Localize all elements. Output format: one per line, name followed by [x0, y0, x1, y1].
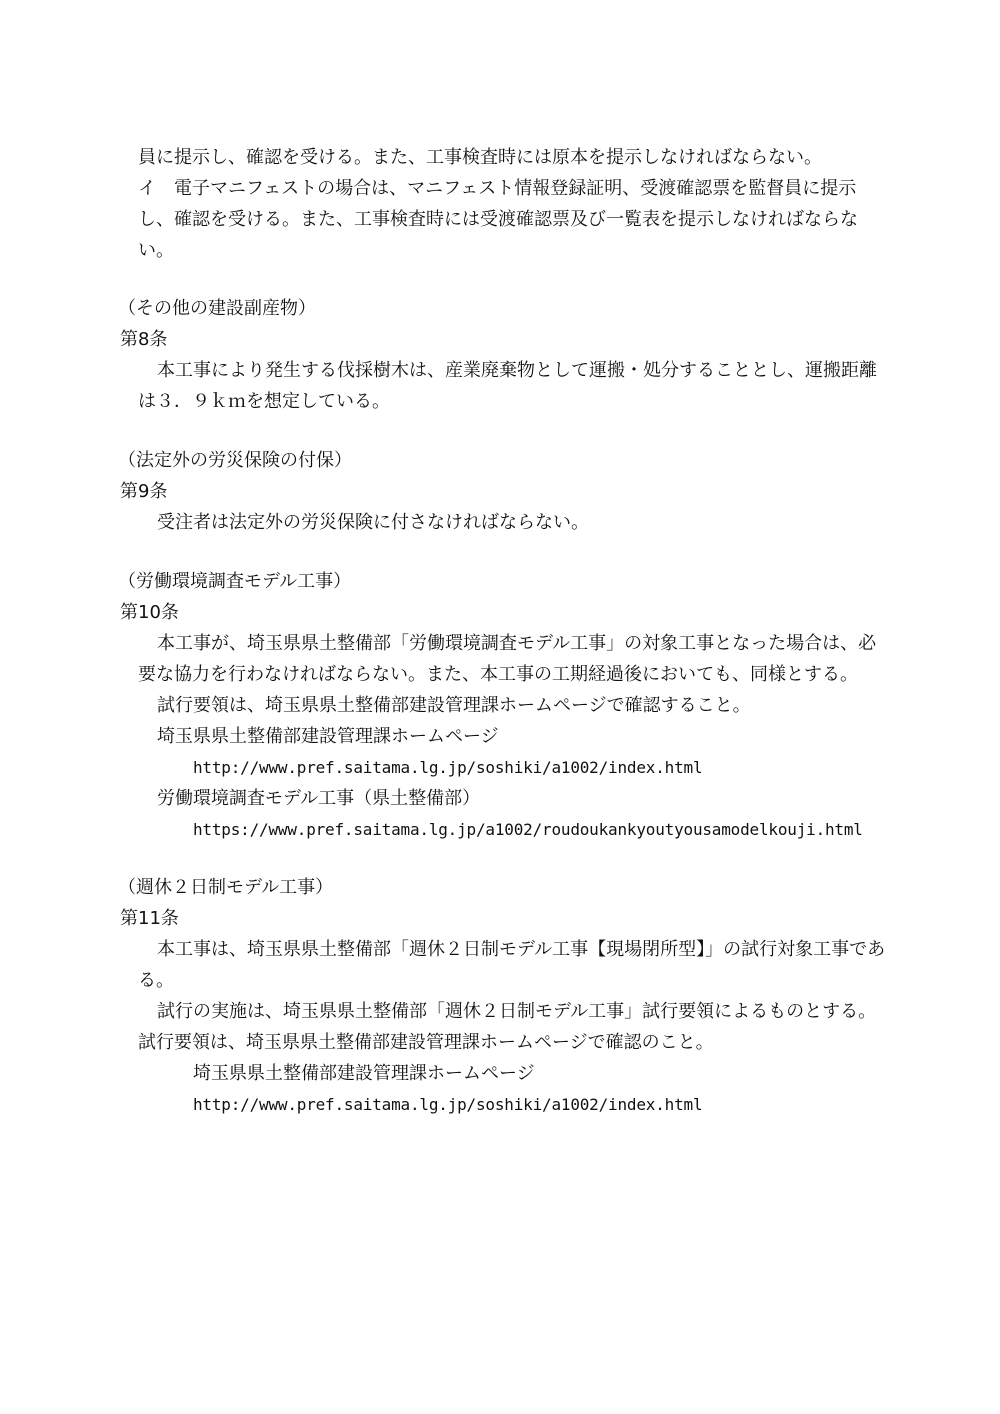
article-10-text: 要な協力を行わなければならない。また、本工事の工期経過後においても、同様とする。 [138, 664, 858, 685]
article-9-number: 第9条 [120, 481, 168, 502]
article-9-text: 受注者は法定外の労災保険に付さなければならない。 [157, 512, 589, 533]
article-11-url-link[interactable]: http://www.pref.saitama.lg.jp/soshiki/a1002/index.html [193, 1095, 703, 1114]
article-8-text: は３．９ｋｍを想定している。 [138, 391, 390, 412]
article-10-text: 労働環境調査モデル工事（県土整備部） [157, 788, 481, 809]
article-9-heading: （法定外の労災保険の付保） [118, 450, 352, 471]
article-8-number: 第8条 [120, 329, 168, 350]
text-line: 員に提示し、確認を受ける。また、工事検査時には原本を提示しなければならない。 [138, 147, 822, 168]
text-line: い。 [138, 240, 174, 261]
article-10-text: 試行要領は、埼玉県県土整備部建設管理課ホームページで確認すること。 [157, 695, 751, 716]
article-10-number: 第10条 [120, 602, 179, 623]
article-11-number: 第11条 [120, 908, 179, 929]
article-10-heading: （労働環境調査モデル工事） [118, 571, 352, 592]
article-10-text: 本工事が、埼玉県県土整備部「労働環境調査モデル工事」の対象工事となった場合は、必 [157, 633, 877, 654]
article-11-heading: （週休２日制モデル工事） [118, 877, 334, 898]
article-8-heading: （その他の建設副産物） [118, 298, 316, 319]
article-11-text: 試行の実施は、埼玉県県土整備部「週休２日制モデル工事」試行要領によるものとする。 [157, 1001, 877, 1022]
article-11-text: る。 [138, 970, 174, 991]
text-line: イ 電子マニフェストの場合は、マニフェスト情報登録証明、受渡確認票を監督員に提示 [138, 178, 857, 199]
text-line: し、確認を受ける。また、工事検査時には受渡確認票及び一覧表を提示しなければならな [138, 209, 858, 230]
article-10-url-link[interactable]: http://www.pref.saitama.lg.jp/soshiki/a1002/index.html [193, 758, 703, 777]
article-11-text: 試行要領は、埼玉県県土整備部建設管理課ホームページで確認のこと。 [138, 1032, 714, 1053]
article-10-url-link[interactable]: https://www.pref.saitama.lg.jp/a1002/roudoukankyoutyousamodelkouji.html [193, 820, 863, 839]
article-11-text: 本工事は、埼玉県県土整備部「週休２日制モデル工事【現場閉所型】」の試行対象工事であ [157, 939, 886, 960]
article-8-text: 本工事により発生する伐採樹木は、産業廃棄物として運搬・処分することとし、運搬距離 [157, 360, 877, 381]
article-10-text: 埼玉県県土整備部建設管理課ホームページ [157, 726, 499, 747]
article-11-text: 埼玉県県土整備部建設管理課ホームページ [193, 1063, 535, 1084]
